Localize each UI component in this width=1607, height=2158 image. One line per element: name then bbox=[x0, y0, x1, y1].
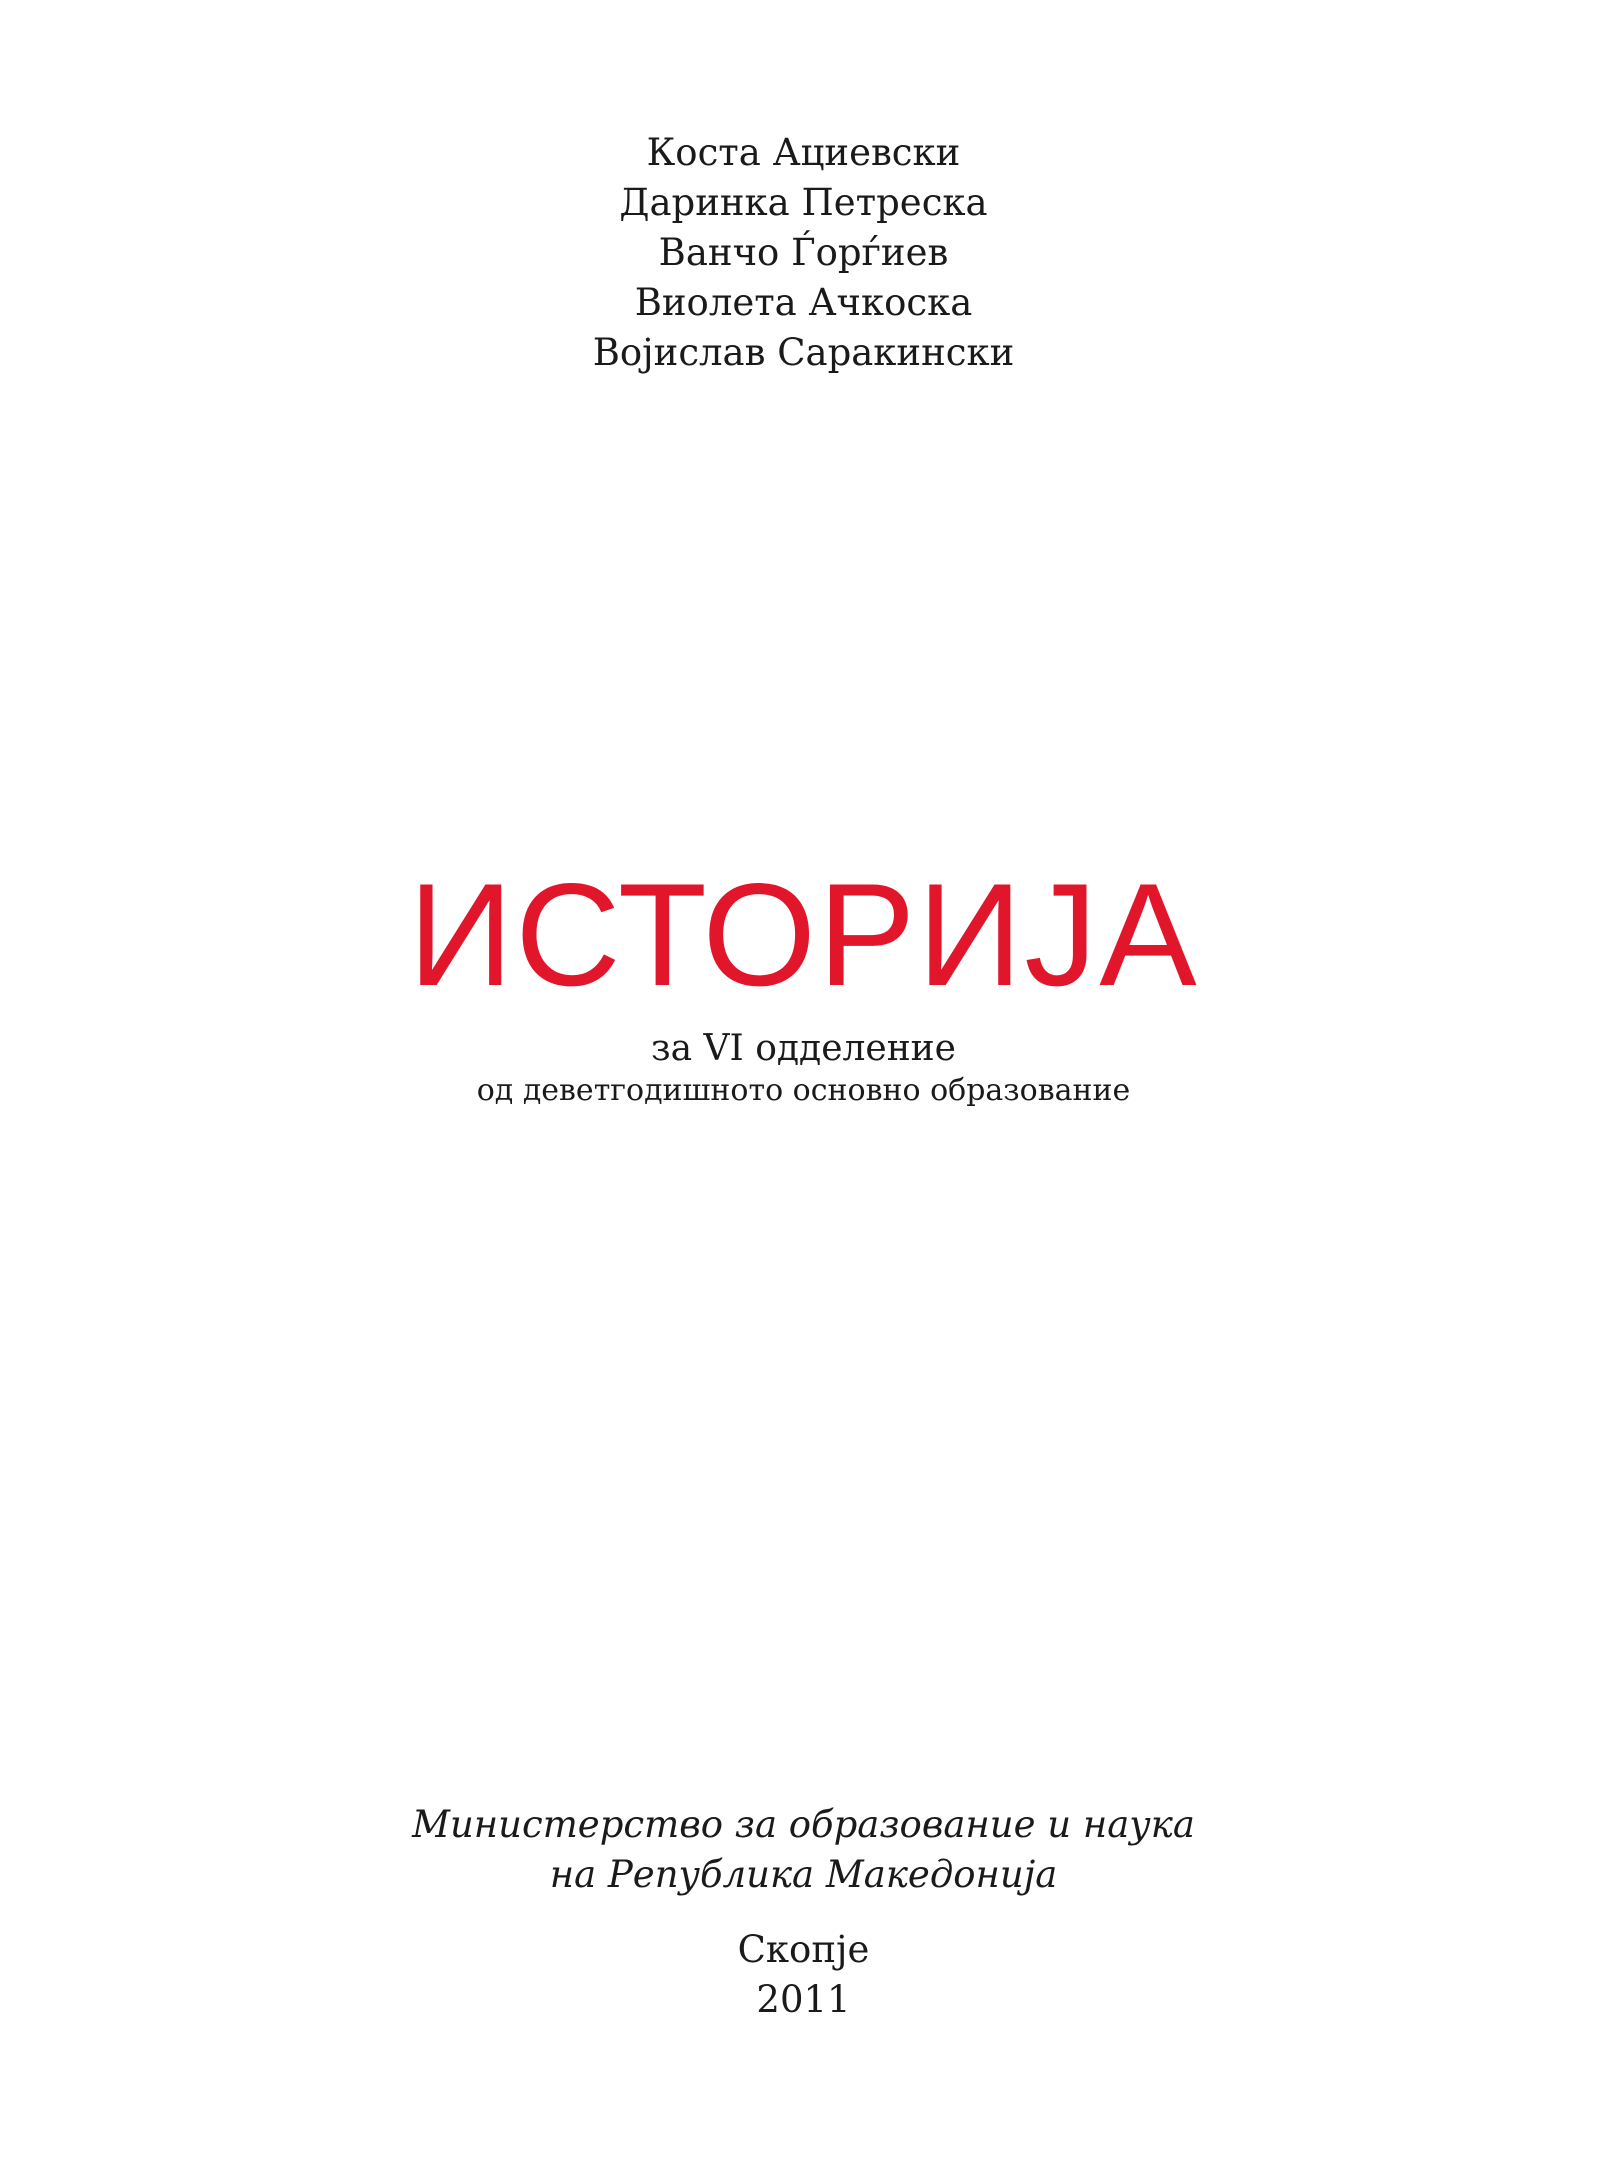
author-name: Ванчо Ѓорѓиев bbox=[658, 231, 949, 274]
publisher-line-2: на Република Македонија bbox=[549, 1853, 1058, 1896]
imprint-city: Скопје bbox=[737, 1928, 870, 1971]
author-name: Даринка Петреска bbox=[619, 181, 988, 224]
book-subtitle-secondary: од деветгодишното основно образование bbox=[476, 1073, 1131, 1108]
publisher-line-1: Министерство за образование и наука bbox=[412, 1803, 1195, 1846]
author-list bbox=[0, 128, 1607, 378]
author-name: Војислав Саракински bbox=[592, 331, 1015, 374]
author-name: Виолета Ачкоска bbox=[634, 281, 973, 324]
imprint-block bbox=[0, 1925, 1607, 2025]
author-name: Коста Ациевски bbox=[646, 131, 961, 174]
book-subtitle: за VI одделение bbox=[651, 1028, 956, 1069]
book-title: ИСТОРИЈА bbox=[408, 853, 1199, 1016]
imprint-year: 2011 bbox=[756, 1978, 851, 2021]
publisher-block bbox=[0, 1800, 1607, 1900]
title-block bbox=[0, 853, 1607, 1110]
